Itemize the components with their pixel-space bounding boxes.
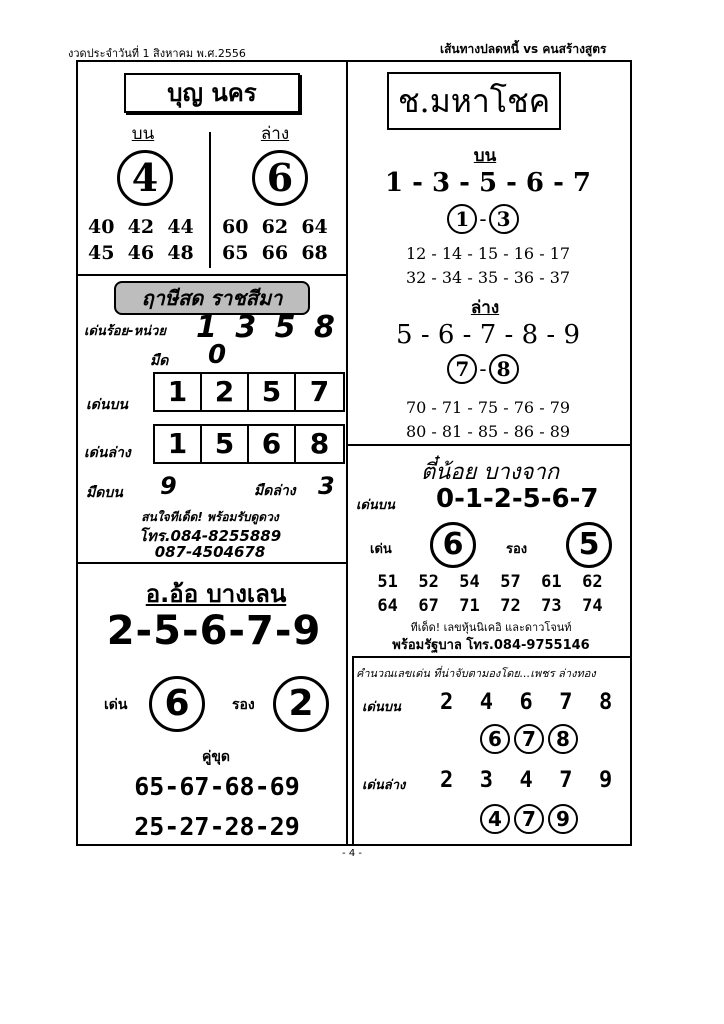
ruesi-top-digit: 1 [155,374,202,410]
ruesi-dark-top: 9 [160,472,177,500]
mahachoke-bottom-circle: 7 [447,354,477,384]
mahachoke-bottom-row2: 80 - 81 - 85 - 86 - 89 [405,422,571,441]
tinoi-main-label: เด่น [370,542,392,557]
mahachoke-top-circle: 3 [489,204,519,234]
bunnakorn-bottom-row1: 60 62 64 [222,216,328,238]
tinoi-second-label: รอง [506,542,528,557]
center-divider [346,60,348,844]
oroen-main-label: เด่น [104,697,128,713]
calc-top-circles [478,724,580,754]
oroen-main: 6 [149,676,205,732]
calc-top-digits: 2 4 6 7 8 [440,690,613,715]
ruesi-dark: 0 [208,340,227,370]
bunnakorn-bottom-row2: 65 66 68 [222,242,328,264]
ruesi-bottom-digit: 8 [309,427,330,460]
tinoi-note2: พร้อมรัฐบาล โทร.084-9755146 [392,638,590,653]
ruesi-bottom-digit: 6 [249,426,296,462]
mahachoke-bottom-dash: - [479,357,487,381]
ruesi-dark-bottom: 3 [318,472,335,500]
mahachoke-bottom-row1: 70 - 71 - 75 - 76 - 79 [405,398,571,417]
mahachoke-top-circle: 1 [447,204,477,234]
bunnakorn-bottom-digit: 6 [252,150,308,206]
tinoi-second: 5 [566,522,612,568]
page-number: - 4 - [342,848,362,859]
mahachoke-title-box [387,72,561,130]
bunnakorn-bottom-label: ล่าง [260,124,290,144]
mahachoke-bottom-circle: 8 [489,354,519,384]
calc-top-circle: 6 [480,724,510,754]
mahachoke-top-label: บน [473,146,497,166]
mahachoke-top-circles [418,204,548,234]
ruesi-note: สนใจทีเด็ด! พร้อมรับดูดวง [141,510,279,524]
divider-3 [346,444,630,446]
mahachoke-bottom-digits: 5 - 6 - 7 - 8 - 9 [396,320,580,350]
ruesi-bottom-label: เด่นล่าง [84,445,131,461]
ruesi-bottom-digit: 1 [155,426,202,462]
calc-top-label: เด่นบน [362,700,401,715]
oroen-pairs1: 65-67-68-69 [134,772,300,801]
calc-top-circle: 8 [548,724,578,754]
bunnakorn-top-row1: 40 42 44 [88,216,194,238]
mahachoke-top-row2: 32 - 34 - 35 - 36 - 37 [405,268,571,287]
tinoi-top-label: เด่นบน [356,498,395,513]
ruesi-dark-label: มืด [150,353,169,369]
bunnakorn-title-box [124,73,300,113]
tinoi-row2: 64 67 71 72 73 74 [377,596,603,616]
calc-bottom-circle: 4 [480,804,510,834]
ruesi-phone1: โทร.084-8255889 [138,527,282,545]
header-date: งวดประจำวันที่ 1 สิงหาคม พ.ศ.2556 [68,47,246,60]
tinoi-title: ตี๋น้อย บางจาก [420,460,560,485]
mahachoke-top-dash: - [479,207,487,231]
calc-bottom-circle: 7 [514,804,544,834]
calc-bottom-digits: 2 3 4 7 9 [440,768,613,793]
tinoi-main: 6 [430,522,476,568]
ruesi-hundreds: 1 3 5 8 [196,310,339,345]
ruesi-dark-top-label: มืดบน [86,485,123,501]
bunnakorn-top-row2: 45 46 48 [88,242,194,264]
ruesi-top-label: เด่นบน [86,397,128,413]
ruesi-top-digit: 5 [249,374,296,410]
calc-bottom-circles [478,804,580,834]
ruesi-hundreds-label: เด่นร้อย-หน่วย [84,324,166,339]
mahachoke-top-digits: 1 - 3 - 5 - 6 - 7 [384,168,592,198]
header-title: เส้นทางปลดหนี้ vs คนสร้างสูตร [440,42,607,56]
ruesi-bottom-grid [153,424,345,464]
ruesi-top-grid [153,372,345,412]
tinoi-top-numbers: 0-1-2-5-6-7 [436,484,599,514]
divider-2 [76,562,348,564]
bunnakorn-top-digit: 4 [117,150,173,206]
oroen-second: 2 [273,676,329,732]
ruesi-bottom-digit: 5 [202,426,249,462]
oroen-numbers: 2-5-6-7-9 [106,608,322,654]
ruesi-phone2: 087-4504678 [154,543,266,561]
ruesi-dark-bottom-label: มืดล่าง [254,483,296,499]
oroen-title: อ.อ้อ บางเลน [145,580,287,608]
calc-bottom-circle: 9 [548,804,578,834]
oroen-pairs2: 25-27-28-29 [134,812,300,841]
calc-top-circle: 7 [514,724,544,754]
calc-bottom-label: เด่นล่าง [362,778,406,793]
oroen-second-label: รอง [232,697,255,713]
bunnakorn-divider [209,132,211,268]
tinoi-row1: 51 52 54 57 61 62 [377,572,603,592]
mahachoke-bottom-label: ล่าง [470,298,500,318]
oroen-pair-label: คู่ขุด [201,749,231,765]
ruesi-top-digit: 2 [202,374,249,410]
mahachoke-title: ช.มหาโชค [397,82,551,120]
mahachoke-top-row1: 12 - 14 - 15 - 16 - 17 [405,244,571,263]
mahachoke-bottom-circles [418,354,548,384]
bunnakorn-title: บุญ นคร [167,79,257,107]
tinoi-note1: ทีเด็ด! เลขหุ้นนิเคอิ และดาวโจนท์ [410,621,572,634]
divider-1 [76,274,348,276]
ruesi-top-digit: 7 [309,375,330,408]
bunnakorn-top-label: บน [131,124,155,144]
ruesi-title: ฤาษีสด ราชสีมา [141,286,283,310]
calc-title: คำนวณเลขเด่น ที่น่าจับตามองโดย...เพชร ล่างทอง [356,667,596,680]
